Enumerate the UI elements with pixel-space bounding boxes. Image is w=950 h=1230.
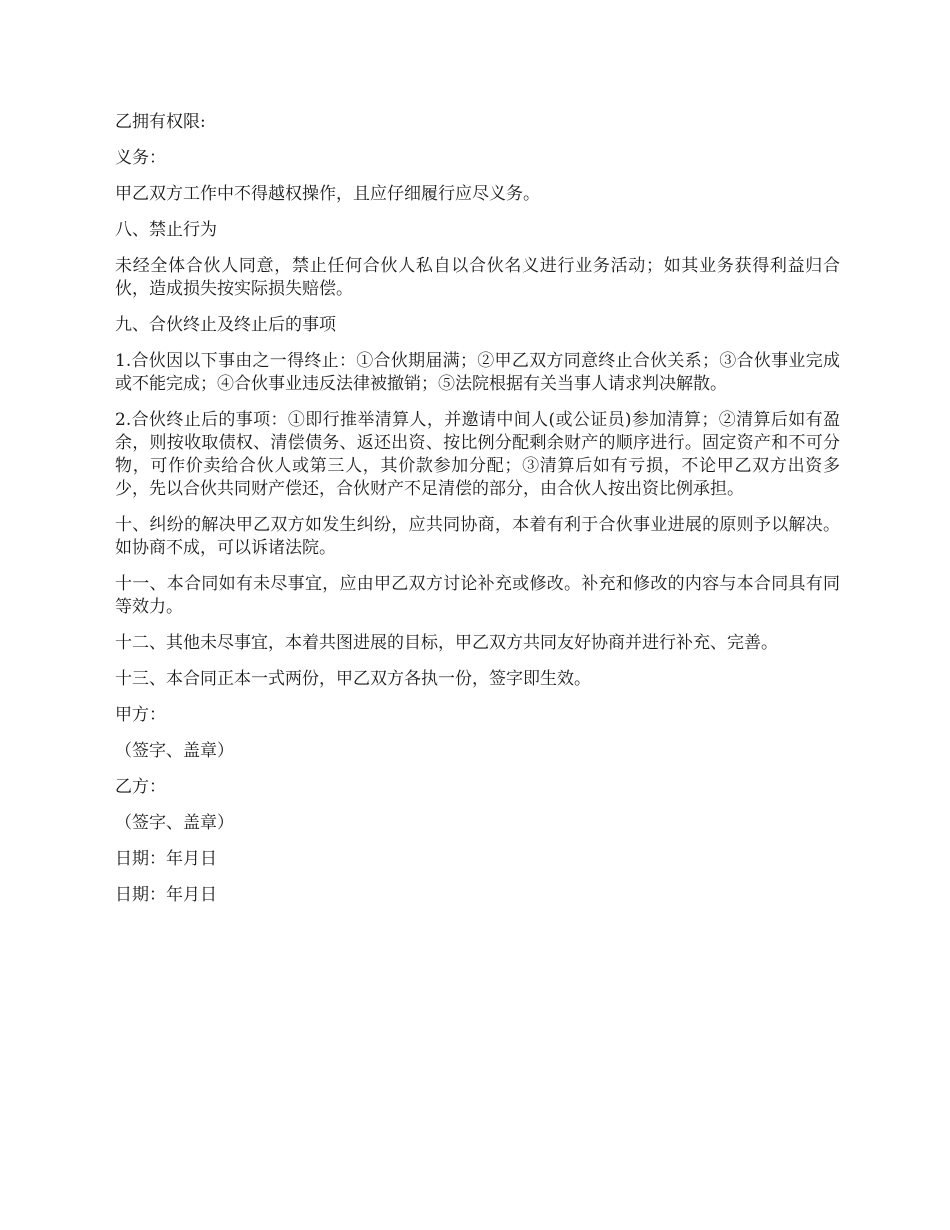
obligations-text: 甲乙双方工作中不得越权操作，且应仔细履行应尽义务。 xyxy=(115,184,540,204)
party-a-signature-note: （签字、盖章） xyxy=(115,741,234,761)
section-9-clause-2: 2.合伙终止后的事项：①即行推举清算人，并邀请中间人(或公证员)参加清算；②清算后如有盈余，则按收取债权、清偿债务、返还出资、按比例分配剩余财产的顺序进行。固定资产和不可分物，可作价卖给合伙人或第三人，其价款参加分配；③清算后如有亏损，不论甲乙双方出资多少，先以合伙共同财产偿还，合伙财产不足清偿的部分，由合伙人按出资比例承担。 xyxy=(115,410,840,499)
document-body xyxy=(115,111,840,920)
section-11-text: 十一、本合同如有未尽事宜，应由甲乙双方讨论补充或修改。补充和修改的内容与本合同具有同等效力。 xyxy=(115,574,840,617)
party-b-signature-label: 乙方： xyxy=(115,777,166,797)
date-line-2: 日期：年月日 xyxy=(115,885,217,905)
section-8-heading: 八、禁止行为 xyxy=(115,220,217,240)
section-13-text: 十三、本合同正本一式两份，甲乙双方各执一份，签字即生效。 xyxy=(115,669,591,689)
section-10-text: 十、纠纷的解决甲乙双方如发生纠纷，应共同协商，本着有利于合伙事业进展的原则予以解决。如协商不成，可以诉诸法院。 xyxy=(115,515,840,558)
section-8-text: 未经全体合伙人同意，禁止任何合伙人私自以合伙名义进行业务活动；如其业务获得利益归合伙，造成损失按实际损失赔偿。 xyxy=(115,256,840,299)
party-b-signature-note: （签字、盖章） xyxy=(115,813,234,833)
date-line-1: 日期：年月日 xyxy=(115,849,217,869)
party-a-signature-label: 甲方： xyxy=(115,705,166,725)
party-b-authority-label: 乙拥有权限: xyxy=(115,112,206,132)
obligations-label: 义务： xyxy=(115,148,166,168)
section-9-heading: 九、合伙终止及终止后的事项 xyxy=(115,315,336,335)
section-9-clause-1: 1.合伙因以下事由之一得终止：①合伙期届满；②甲乙双方同意终止合伙关系；③合伙事业完成或不能完成；④合伙事业违反法律被撤销；⑤法院根据有关当事人请求判决解散。 xyxy=(115,351,840,394)
section-12-text: 十二、其他未尽事宜，本着共图进展的目标，甲乙双方共同友好协商并进行补充、完善。 xyxy=(115,633,778,653)
